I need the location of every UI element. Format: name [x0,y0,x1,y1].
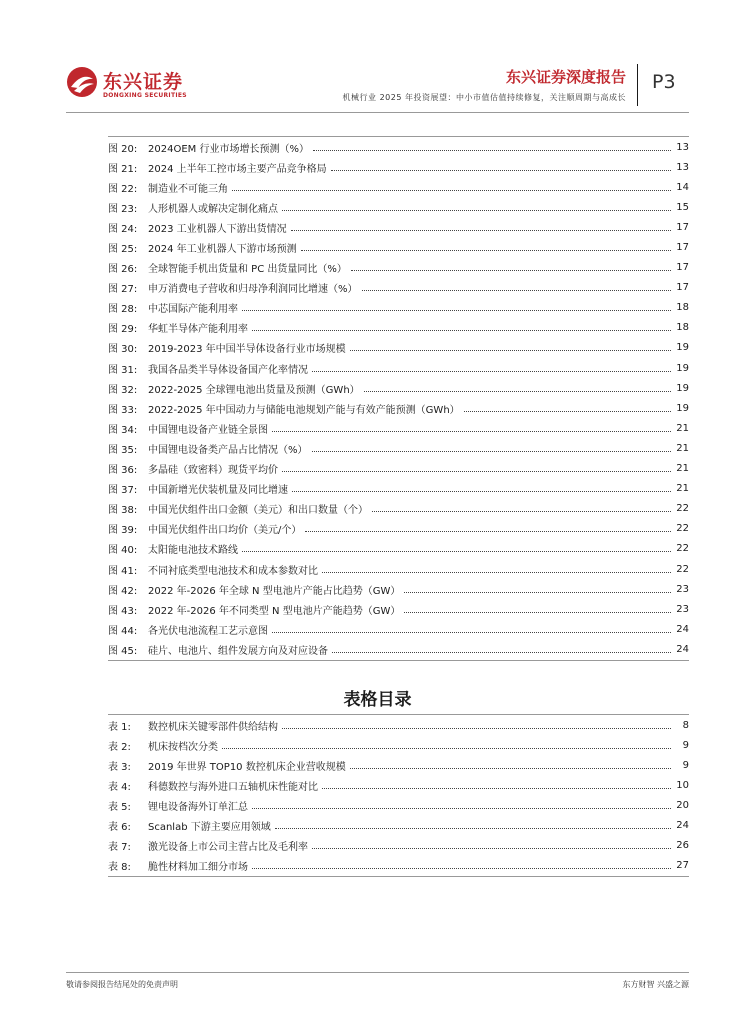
figure-list-item[interactable] [108,197,689,217]
entry-label: 图 36: [108,465,138,477]
entry-label: 图 24: [108,223,138,235]
entry-label: 图 33: [108,404,138,416]
entry-label: 图 38: [108,505,138,517]
entry-page: 19 [676,382,689,394]
entry-title: 2024 年工业机器人下游市场预测 [148,244,297,256]
entry-label: 图 35: [108,444,138,456]
figure-list-bottom-rule [108,660,689,661]
figure-list-item[interactable] [108,258,689,278]
company-logo [66,66,196,106]
entry-title: 中国光伏组件出口金额（美元）和出口数量（个） [148,505,368,517]
figure-list-item[interactable] [108,438,689,458]
entry-title: 人形机器人或解决定制化痛点 [148,203,278,215]
entry-label: 图 26: [108,264,138,276]
entry-page: 21 [676,422,689,434]
entry-label: 图 32: [108,384,138,396]
report-title: 东兴证券深度报告 [505,68,626,86]
entry-title: 太阳能电池技术路线 [148,545,238,557]
figure-list-item[interactable] [108,398,689,418]
entry-page: 17 [676,262,689,274]
table-list-item[interactable] [108,815,689,835]
figure-list-item[interactable] [108,519,689,539]
footer-rule [66,972,689,973]
table-list-item[interactable] [108,755,689,775]
entry-title: 2022 年-2026 年全球 N 型电池片产能占比趋势（GW） [148,585,401,597]
entry-title: 2024 上半年工控市场主要产品竞争格局 [148,163,327,175]
entry-title: 中国新增光伏装机量及同比增速 [148,485,288,497]
entry-label: 图 29: [108,324,138,336]
figure-list-item[interactable] [108,639,689,659]
dot-leader [301,250,671,251]
entry-label: 图 20: [108,143,138,155]
entry-label: 图 42: [108,585,138,597]
dot-leader [282,210,671,211]
entry-page: 24 [676,820,689,832]
entry-title: 2022-2025 全球锂电池出货量及预测（GWh） [148,384,360,396]
dot-leader [242,551,671,552]
figure-list-item[interactable] [108,459,689,479]
entry-title: 各光伏电池流程工艺示意图 [148,625,268,637]
figure-list-item[interactable] [108,157,689,177]
figure-list-item[interactable] [108,479,689,499]
table-list [108,715,689,876]
entry-title: 制造业不可能三角 [148,183,228,195]
entry-title: 中国光伏组件出口均价（美元/个） [148,525,302,537]
entry-label: 图 45: [108,645,138,657]
dot-leader [232,190,671,191]
figure-list-item[interactable] [108,418,689,438]
entry-title: 不同衬底类型电池技术和成本参数对比 [148,565,318,577]
entry-title: 锂电设备海外订单汇总 [148,801,248,813]
entry-title: 2023 工业机器人下游出货情况 [148,223,287,235]
entry-page: 23 [676,583,689,595]
dot-leader [332,652,671,653]
table-list-item[interactable] [108,775,689,795]
entry-page: 13 [676,141,689,153]
entry-page: 17 [676,242,689,254]
dot-leader [272,632,671,633]
entry-title: 脆性材料加工细分市场 [148,862,248,874]
entry-label: 表 8: [108,862,131,874]
entry-label: 图 25: [108,244,138,256]
entry-page: 19 [676,362,689,374]
figure-list-item[interactable] [108,619,689,639]
entry-label: 表 2: [108,741,131,753]
entry-page: 9 [682,759,689,771]
entry-title: 我国各品类半导体设备国产化率情况 [148,364,308,376]
entry-page: 21 [676,483,689,495]
entry-page: 19 [676,342,689,354]
entry-title: 2019-2023 年中国半导体设备行业市场规模 [148,344,346,356]
entry-title: 2022-2025 年中国动力与储能电池规划产能与有效产能预测（GWh） [148,404,460,416]
entry-title: 2019 年世界 TOP10 数控机床企业营收规模 [148,761,346,773]
figure-list-item[interactable] [108,338,689,358]
dot-leader [322,788,671,789]
entry-title: 多晶硅（致密料）现货平均价 [148,465,278,477]
dot-leader [312,371,671,372]
footer-disclaimer: 敬请参阅报告结尾处的免责声明 [66,980,178,989]
table-list-item[interactable] [108,715,689,735]
figure-list-item[interactable] [108,237,689,257]
figure-list-item[interactable] [108,559,689,579]
entry-page: 22 [676,503,689,515]
entry-page: 24 [676,643,689,655]
dot-leader [222,748,671,749]
figure-list-item[interactable] [108,298,689,318]
entry-label: 图 43: [108,605,138,617]
table-list-item[interactable] [108,836,689,856]
entry-page: 27 [676,860,689,872]
dot-leader [404,592,671,593]
dot-leader [372,511,671,512]
entry-label: 表 7: [108,842,131,854]
table-list-bottom-rule [108,876,689,877]
entry-page: 14 [676,181,689,193]
entry-title: 全球智能手机出货量和 PC 出货量同比（%） [148,264,347,276]
entry-title: 华虹半导体产能利用率 [148,324,248,336]
dot-leader [331,170,671,171]
entry-label: 图 27: [108,284,138,296]
entry-title: 机床按档次分类 [148,741,218,753]
dot-leader [292,491,671,492]
entry-label: 图 31: [108,364,138,376]
entry-page: 22 [676,523,689,535]
dot-leader [364,391,671,392]
figure-list-item[interactable] [108,378,689,398]
table-list-heading: 表格目录 [343,690,412,710]
entry-page: 24 [676,623,689,635]
figure-list [108,137,689,659]
logo-text-cn: 东兴证券 [103,71,184,93]
entry-title: 申万消费电子营收和归母净利润同比增速（%） [148,284,358,296]
logo-text-en: DONGXING SECURITIES [103,92,187,99]
dot-leader [362,290,671,291]
figure-list-item[interactable] [108,217,689,237]
footer-slogan: 东方财智 兴盛之源 [622,980,689,989]
entry-title: 数控机床关键零部件供给结构 [148,721,278,733]
entry-label: 表 1: [108,721,131,733]
dot-leader [252,868,671,869]
entry-title: 2022 年-2026 年不同类型 N 型电池片产能趋势（GW） [148,605,401,617]
entry-title: 中国锂电设备产业链全景图 [148,424,268,436]
dot-leader [312,848,671,849]
entry-title: 硅片、电池片、组件发展方向及对应设备 [148,645,328,657]
header-rule [66,112,689,113]
figure-list-item[interactable] [108,579,689,599]
entry-title: 科德数控与海外进口五轴机床性能对比 [148,781,318,793]
entry-label: 图 23: [108,203,138,215]
entry-label: 表 5: [108,801,131,813]
dot-leader [313,150,671,151]
dot-leader [282,728,671,729]
figure-list-item[interactable] [108,278,689,298]
dot-leader [322,572,671,573]
entry-title: 激光设备上市公司主营占比及毛利率 [148,842,308,854]
entry-label: 图 21: [108,163,138,175]
entry-page: 13 [676,161,689,173]
entry-label: 图 22: [108,183,138,195]
figure-list-item[interactable] [108,177,689,197]
dot-leader [242,310,671,311]
dot-leader [312,451,671,452]
page-number: P3 [652,71,676,93]
entry-page: 8 [682,719,689,731]
entry-page: 18 [676,322,689,334]
entry-page: 22 [676,543,689,555]
entry-label: 表 6: [108,822,131,834]
dot-leader [350,350,671,351]
entry-label: 图 40: [108,545,138,557]
entry-label: 图 30: [108,344,138,356]
figure-list-item[interactable] [108,318,689,338]
entry-page: 23 [676,603,689,615]
dot-leader [252,330,671,331]
entry-label: 图 28: [108,304,138,316]
dot-leader [291,230,671,231]
entry-page: 21 [676,463,689,475]
header-divider [637,64,638,106]
dot-leader [282,471,671,472]
entry-page: 20 [676,799,689,811]
dot-leader [275,828,671,829]
dot-leader [464,411,671,412]
entry-page: 17 [676,221,689,233]
entry-label: 表 4: [108,781,131,793]
entry-title: Scanlab 下游主要应用领域 [148,822,271,834]
entry-page: 9 [682,739,689,751]
entry-label: 图 37: [108,485,138,497]
entry-page: 17 [676,282,689,294]
entry-page: 18 [676,302,689,314]
entry-title: 2024OEM 行业市场增长预测（%） [148,143,309,155]
entry-page: 19 [676,402,689,414]
report-subtitle: 机械行业 2025 年投资展望：中小市值估值持续修复，关注顺周期与高成长 [342,93,626,102]
table-list-item[interactable] [108,856,689,876]
entry-page: 26 [676,840,689,852]
entry-title: 中国锂电设备类产品占比情况（%） [148,444,308,456]
entry-page: 22 [676,563,689,575]
entry-page: 15 [676,201,689,213]
entry-label: 图 34: [108,424,138,436]
entry-page: 21 [676,442,689,454]
dot-leader [305,531,671,532]
dot-leader [404,612,671,613]
table-list-item[interactable] [108,795,689,815]
logo-mark-icon [66,66,98,98]
page-header [0,0,755,115]
dot-leader [252,808,671,809]
entry-label: 图 44: [108,625,138,637]
entry-label: 图 41: [108,565,138,577]
figure-list-item[interactable] [108,599,689,619]
figure-list-item[interactable] [108,499,689,519]
entry-label: 表 3: [108,761,131,773]
entry-page: 10 [676,779,689,791]
dot-leader [351,270,671,271]
table-list-item[interactable] [108,735,689,755]
figure-list-item[interactable] [108,539,689,559]
figure-list-item[interactable] [108,358,689,378]
entry-label: 图 39: [108,525,138,537]
dot-leader [272,431,671,432]
figure-list-item[interactable] [108,137,689,157]
dot-leader [350,768,671,769]
entry-title: 中芯国际产能利用率 [148,304,238,316]
